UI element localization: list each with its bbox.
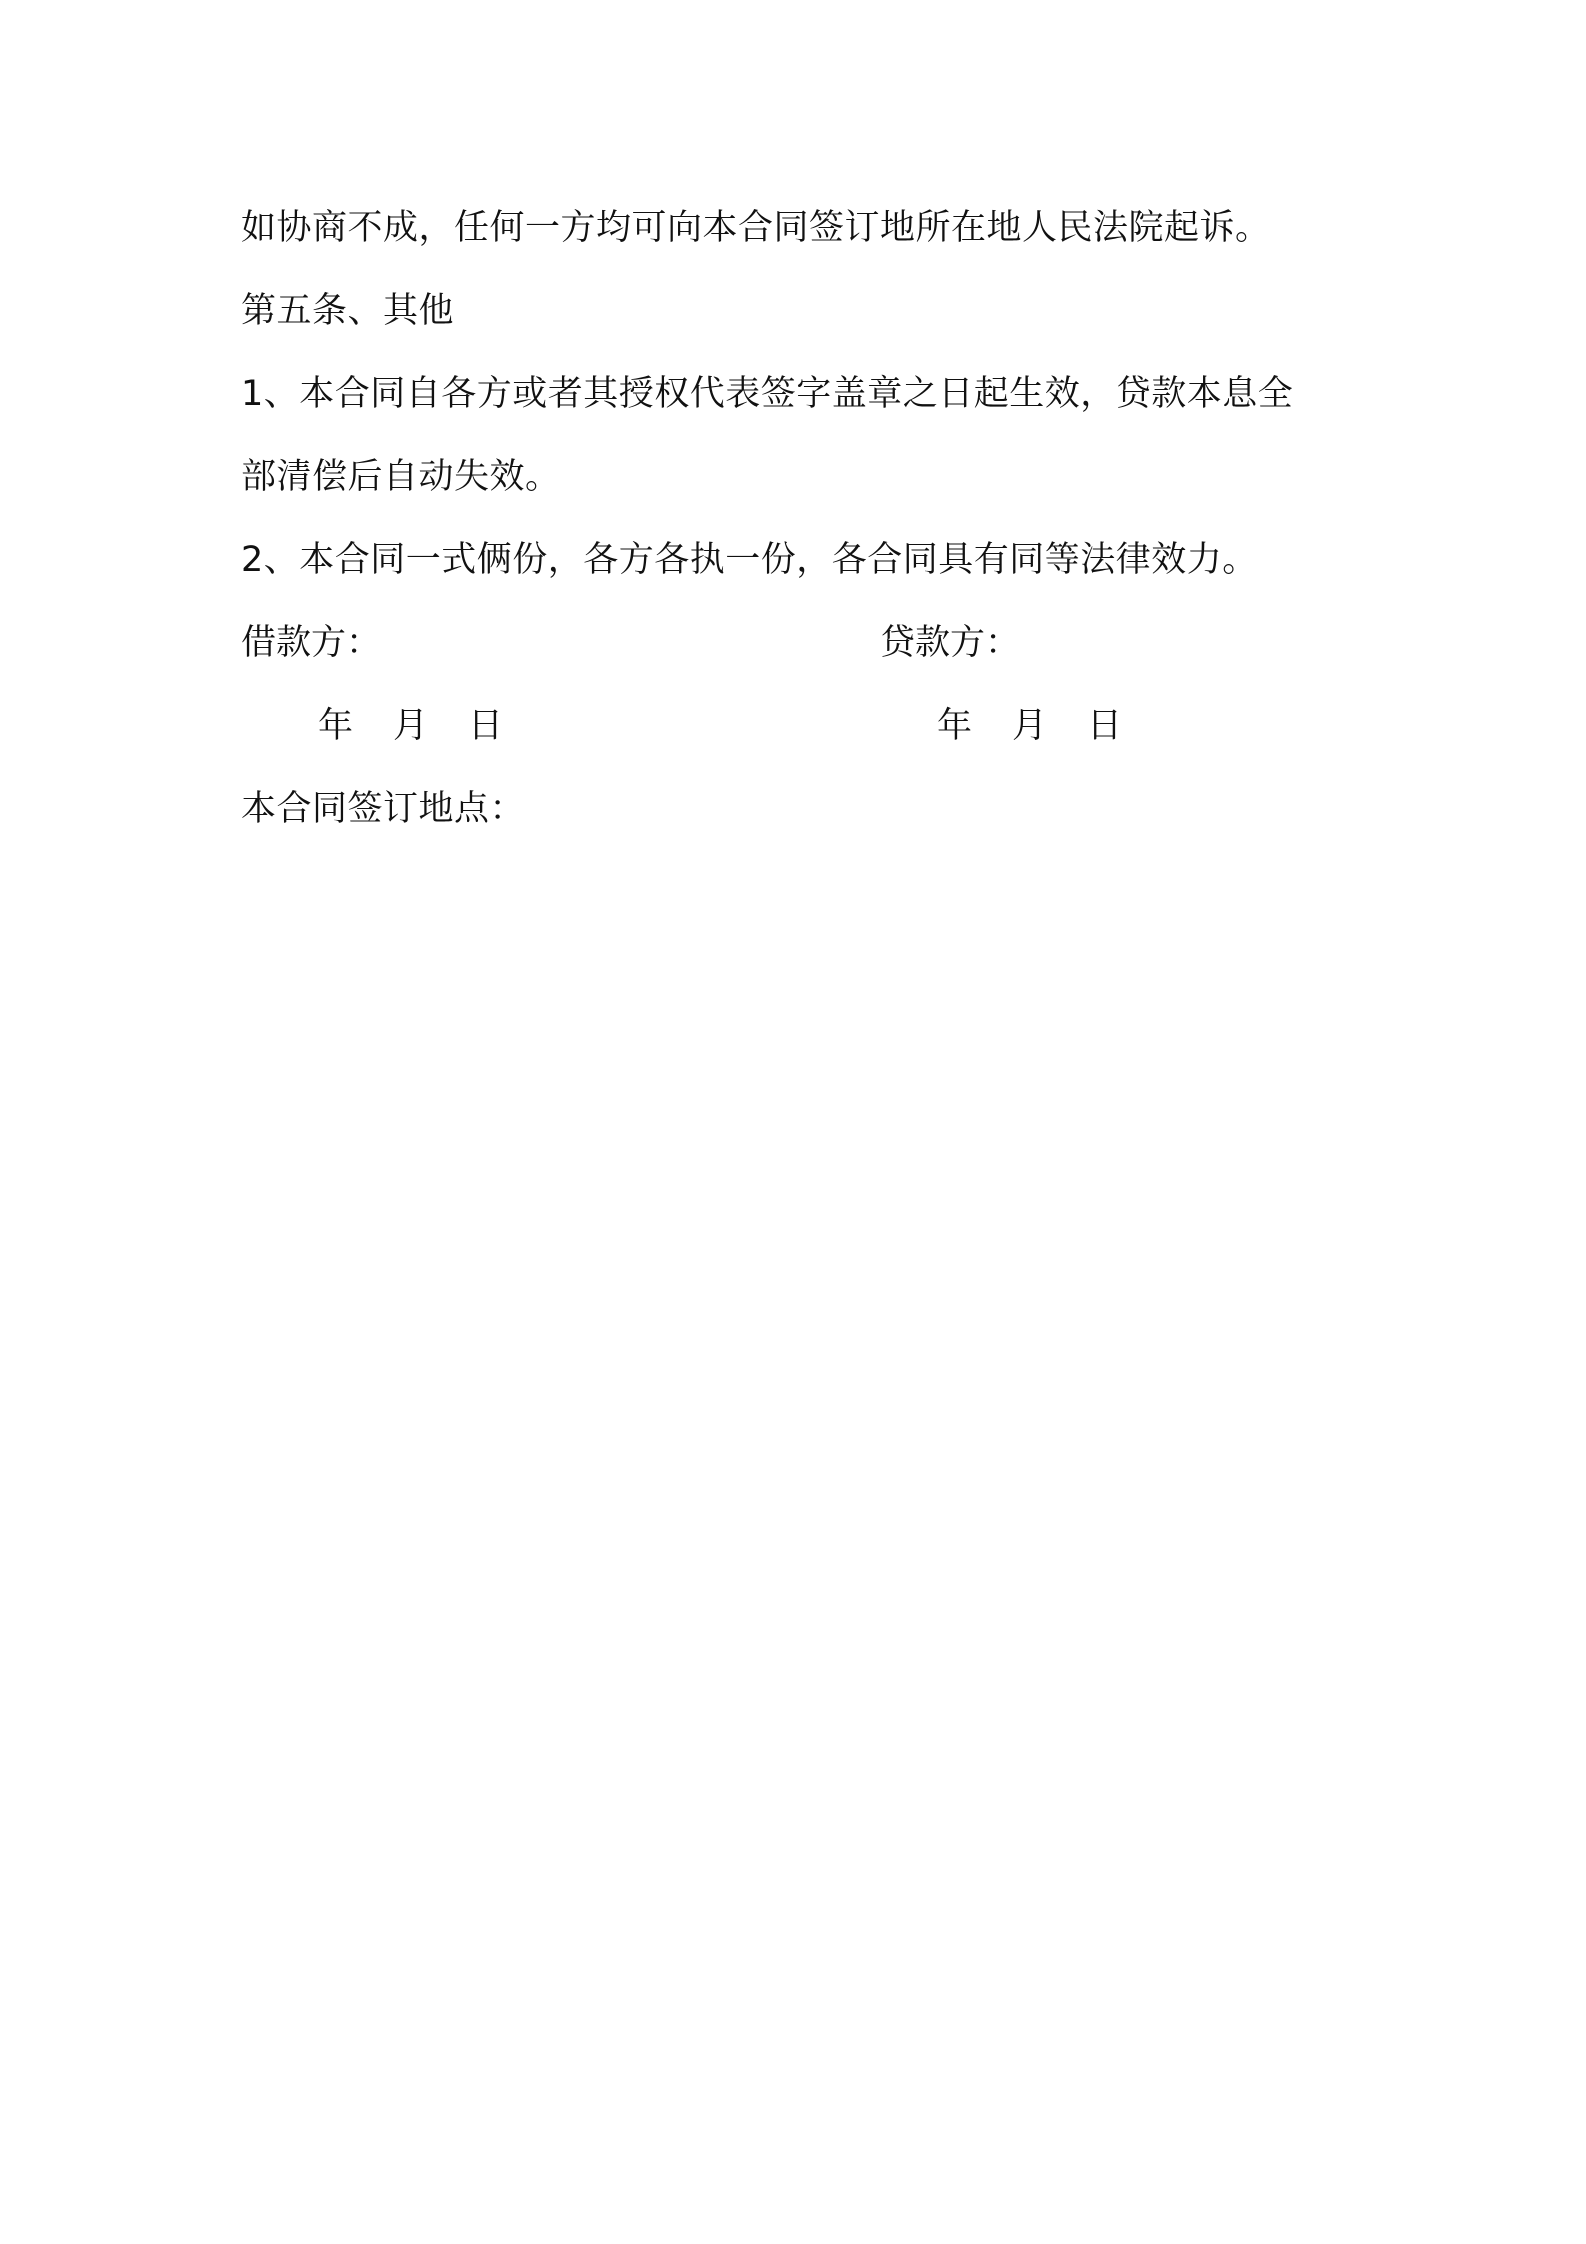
borrower-date-day: 日 bbox=[468, 706, 504, 746]
lender-date bbox=[937, 704, 1122, 748]
signing-place-label: 本合同签订地点： bbox=[241, 789, 526, 829]
section-heading-article-five: 第五条、其他 bbox=[241, 291, 455, 331]
borrower-label: 借款方： bbox=[241, 623, 382, 663]
lender-date-day: 日 bbox=[1087, 706, 1123, 746]
clause-1-line-1: 1、本合同自各方或者其授权代表签字盖章之日起生效，贷款本息全 bbox=[241, 374, 1294, 414]
paragraph-dispute-clause: 如协商不成，任何一方均可向本合同签订地所在地人民法院起诉。 bbox=[241, 208, 1271, 248]
borrower-date-year: 年 bbox=[318, 706, 354, 746]
clause-2: 2、本合同一式俩份，各方各执一份，各合同具有同等法律效力。 bbox=[241, 540, 1258, 580]
borrower-date bbox=[318, 704, 503, 748]
clause-1-line-2: 部清偿后自动失效。 bbox=[241, 457, 561, 497]
borrower-date-month: 月 bbox=[393, 706, 429, 746]
lender-label: 贷款方： bbox=[880, 623, 1021, 663]
lender-date-month: 月 bbox=[1012, 706, 1048, 746]
lender-date-year: 年 bbox=[937, 706, 973, 746]
